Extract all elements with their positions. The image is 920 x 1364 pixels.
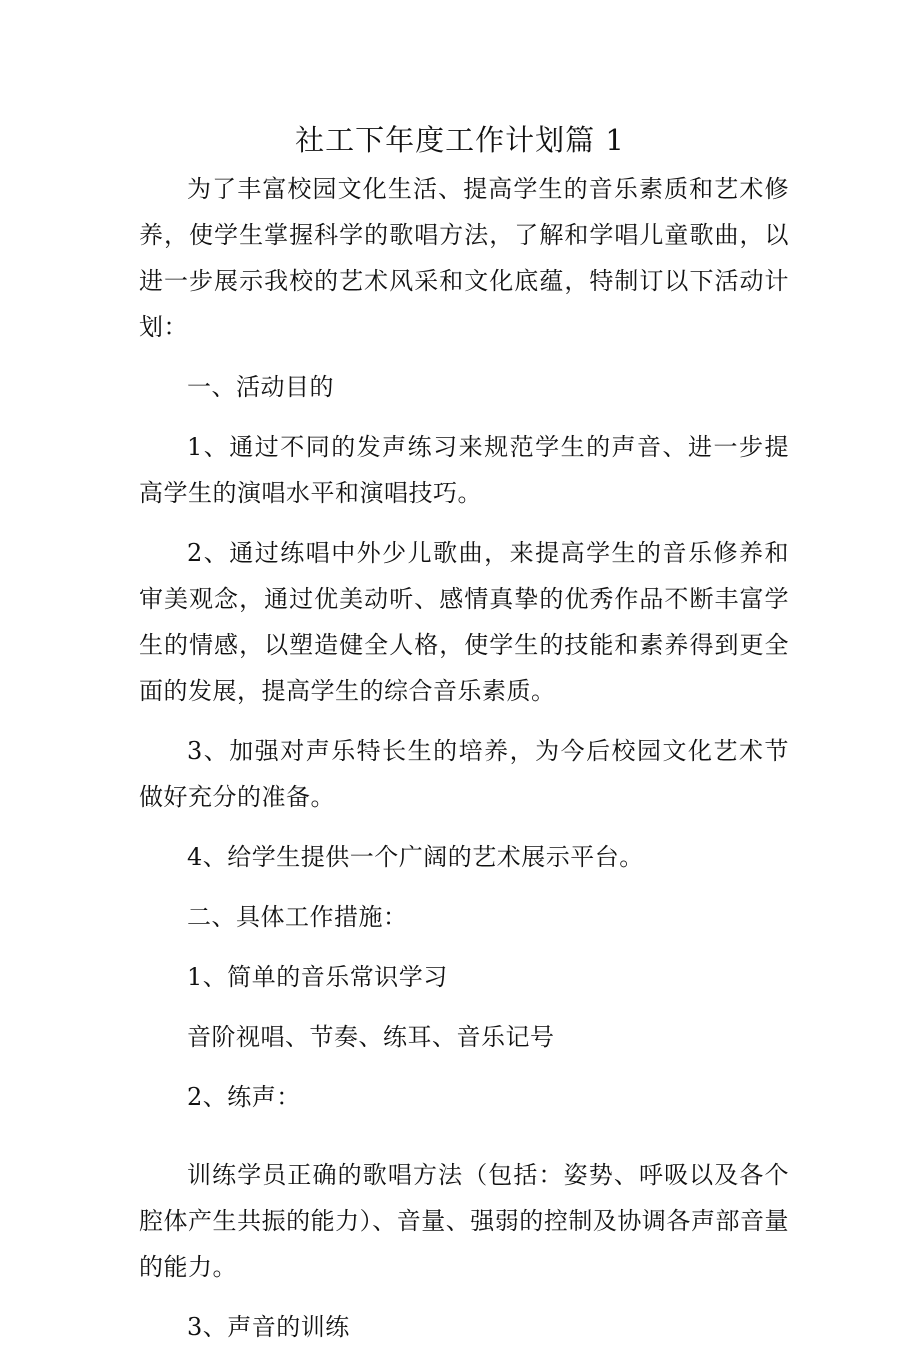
goal-item-2: 2、通过练唱中外少儿歌曲，来提高学生的音乐修养和审美观念，通过优美动听、感情真挚的优秀作品不断丰富学生的情感，以塑造健全人格，使学生的技能和素养得到更全面的发展，提高学生的综合音乐素质。 (139, 539, 789, 705)
measure-item-1: 1、简单的音乐常识学习 (187, 963, 448, 991)
measure-item-2: 2、练声： (187, 1083, 301, 1111)
measure-item-1-detail: 音阶视唱、节奏、练耳、音乐记号 (187, 1023, 555, 1051)
goal-item-1: 1、通过不同的发声练习来规范学生的声音、进一步提高学生的演唱水平和演唱技巧。 (139, 433, 789, 507)
document-title: 社工下年度工作计划篇 1 (295, 123, 625, 157)
goal-item-4: 4、给学生提供一个广阔的艺术展示平台。 (187, 843, 644, 871)
measure-item-2-detail: 训练学员正确的歌唱方法（包括：姿势、呼吸以及各个腔体产生共振的能力）、音量、强弱的控制及协调各声部音量的能力。 (139, 1161, 789, 1281)
section-heading-measures: 二、具体工作措施： (187, 903, 408, 931)
measure-item-3: 3、声音的训练 (187, 1313, 350, 1341)
intro-paragraph: 为了丰富校园文化生活、提高学生的音乐素质和艺术修养，使学生掌握科学的歌唱方法，了解和学唱儿童歌曲，以进一步展示我校的艺术风采和文化底蕴，特制订以下活动计划： (139, 175, 789, 341)
section-heading-goals: 一、活动目的 (187, 373, 334, 401)
goal-item-3: 3、加强对声乐特长生的培养，为今后校园文化艺术节做好充分的准备。 (139, 737, 789, 811)
document-body (139, 166, 789, 1364)
